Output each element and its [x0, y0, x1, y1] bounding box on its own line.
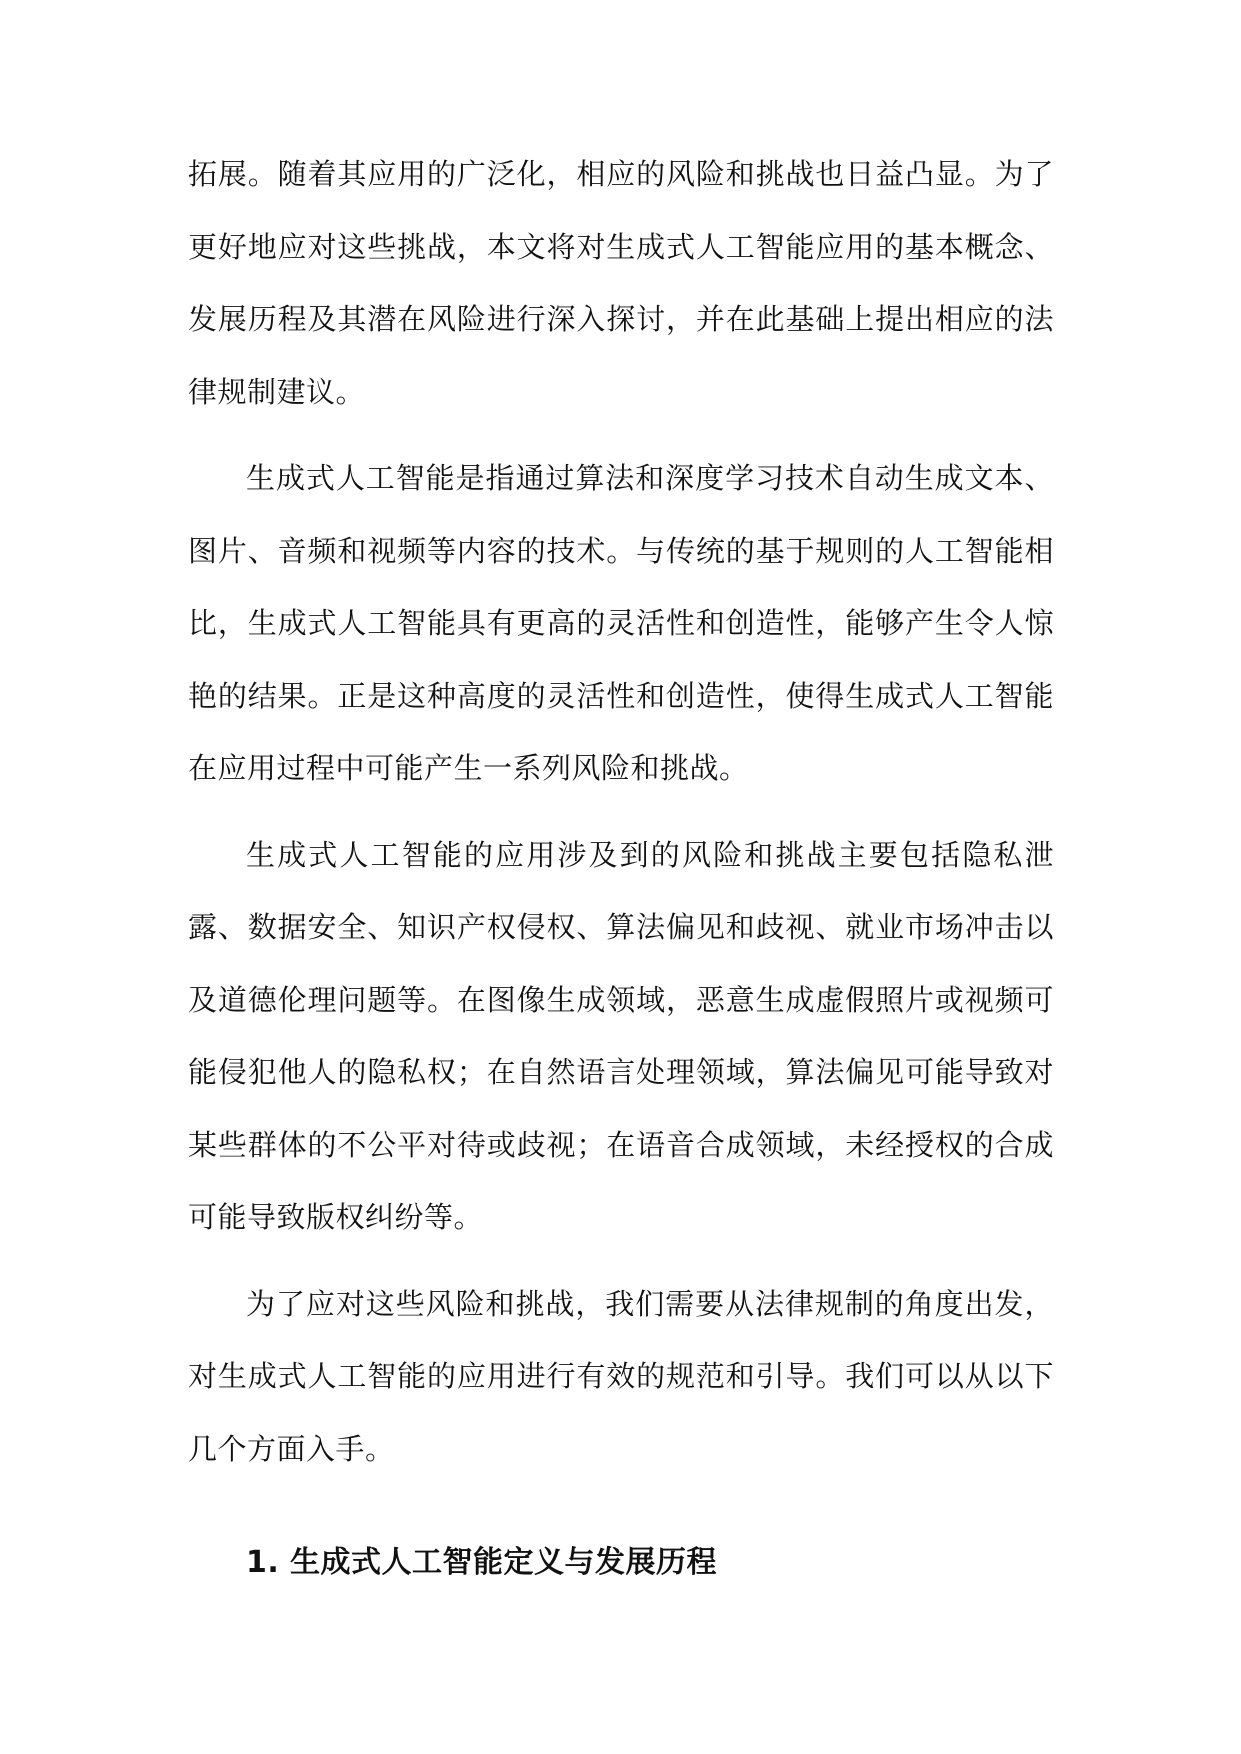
- paragraph-continuation: 拓展。随着其应用的广泛化，相应的风险和挑战也日益凸显。为了更好地应对这些挑战，本文将对生成式人工智能应用的基本概念、发展历程及其潜在风险进行深入探讨，并在此基础上提出相应的法律规制建议。: [188, 157, 1054, 409]
- section-title: 生成式人工智能定义与发展历程: [290, 1545, 717, 1580]
- section-number: 1.: [246, 1545, 280, 1580]
- document-body: [188, 138, 1054, 1599]
- paragraph-definition: 生成式人工智能是指通过算法和深度学习技术自动生成文本、图片、音频和视频等内容的技术。与传统的基于规则的人工智能相比，生成式人工智能具有更高的灵活性和创造性，能够产生令人惊艳的结果。正是这种高度的灵活性和创造性，使得生成式人工智能在应用过程中可能产生一系列风险和挑战。: [188, 461, 1054, 785]
- section-heading: [188, 1527, 1054, 1599]
- paragraph-regulation: 为了应对这些风险和挑战，我们需要从法律规制的角度出发，对生成式人工智能的应用进行有效的规范和引导。我们可以从以下几个方面入手。: [188, 1286, 1054, 1466]
- paragraph-risks: 生成式人工智能的应用涉及到的风险和挑战主要包括隐私泄露、数据安全、知识产权侵权、算法偏见和歧视、就业市场冲击以及道德伦理问题等。在图像生成领域，恶意生成虚假照片或视频可能侵犯他人的隐私权；在自然语言处理领域，算法偏见可能导致对某些群体的不公平对待或歧视；在语音合成领域，未经授权的合成可能导致版权纠纷等。: [188, 837, 1054, 1234]
